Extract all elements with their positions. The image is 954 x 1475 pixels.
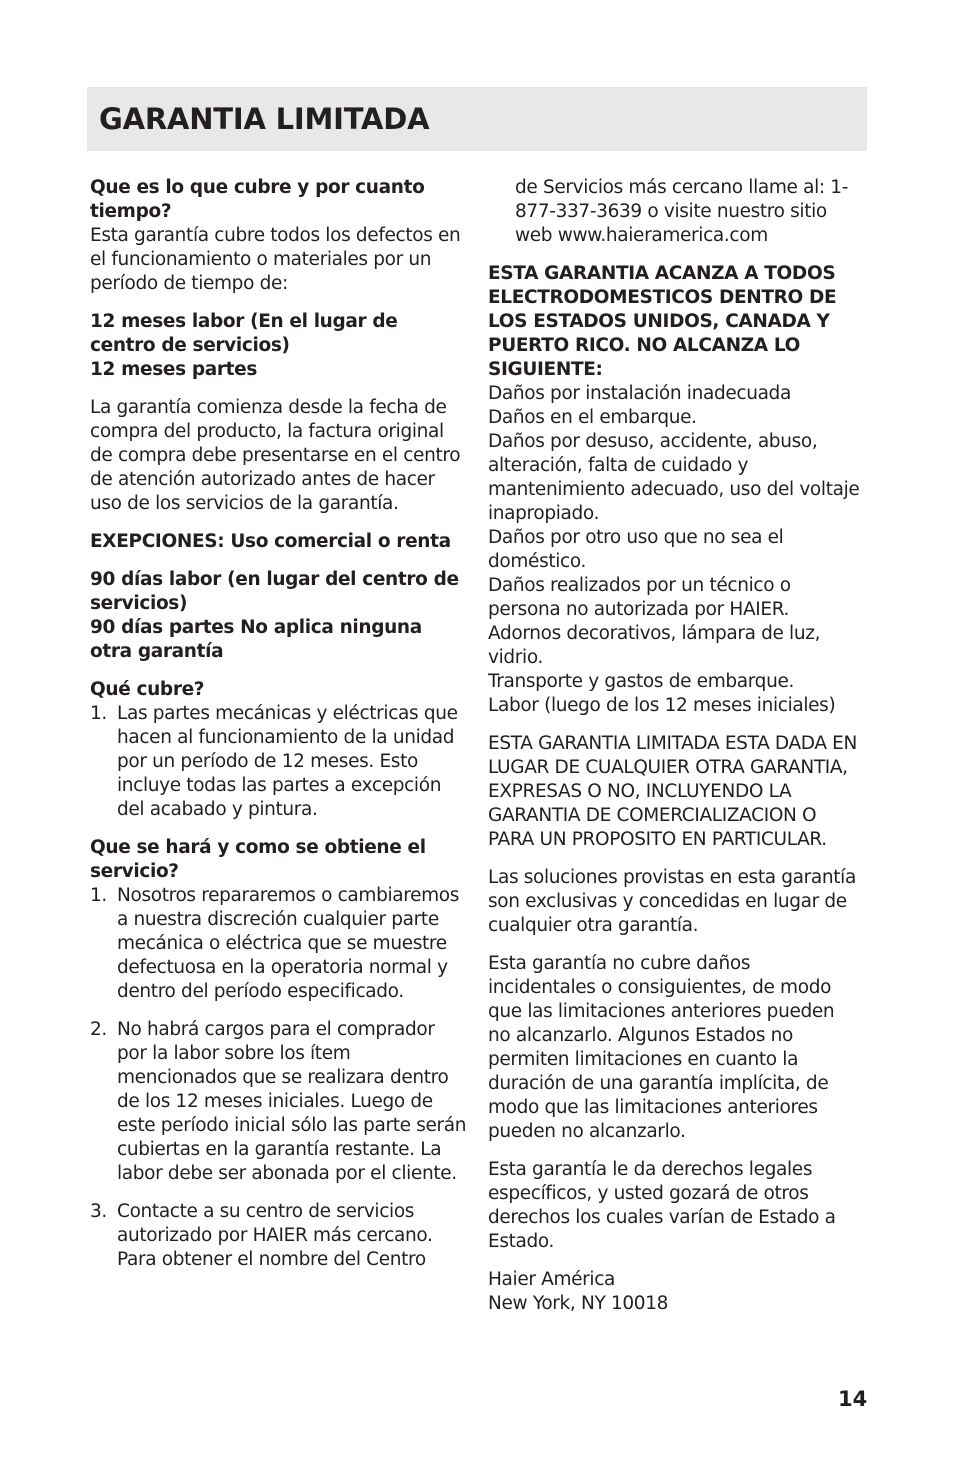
address-line: New York, NY 10018: [488, 1293, 669, 1314]
term-90-labor: 90 días labor (en lugar del centro de servicios): [90, 569, 459, 614]
exclusion-item: Daños realizados por un técnico o persona no autorizada por HAIER.: [488, 575, 791, 620]
page-number: 14: [838, 1387, 868, 1411]
rights-text: Esta garantía le da derechos legales específicos, y usted gozará de otros derechos los cuales varían de Estado a Estado.: [488, 1159, 836, 1252]
exceptions-text: EXEPCIONES: Uso comercial o renta: [90, 531, 451, 552]
solutions-text: Las soluciones provistas en esta garantía son exclusivas y concedidas en lugar de cualquier otra garantía.: [488, 867, 856, 936]
service-heading: Que se hará y como se obtiene el servicio?: [90, 837, 426, 882]
scope-heading: ESTA GARANTIA ACANZA A TODOS ELECTRODOMESTICOS DENTRO DE LOS ESTADOS UNIDOS, CANADA Y PUERTO RICO. NO ALCANZA LO SIGUIENTE:: [488, 263, 837, 380]
what-covers-heading: Qué cubre?: [90, 679, 205, 700]
limited-warranty-text: ESTA GARANTIA LIMITADA ESTA DADA EN LUGAR DE CUALQUIER OTRA GARANTIA, EXPRESAS O NO, INCLUYENDO LA GARANTIA DE COMERCIALIZACION O PARA UN PROPOSITO EN PARTICULAR.: [488, 733, 858, 850]
list-item: [90, 1018, 468, 1186]
left-column: [90, 176, 468, 1286]
exclusion-item: Daños en el embarque.: [488, 407, 697, 428]
term-12-parts: 12 meses partes: [90, 359, 258, 380]
list-number: 1.: [90, 703, 107, 724]
list-number: 2.: [90, 1019, 107, 1040]
start-text: La garantía comienza desde la fecha de compra del producto, la factura original de compra debe presentarse en el centro de atención autorizado antes de hacer uso de los servicios de la garantía.: [90, 397, 461, 514]
coverage-heading: Que es lo que cubre y por cuanto tiempo?: [90, 177, 425, 222]
coverage-text: Esta garantía cubre todos los defectos en el funcionamiento o materiales por un período de tiempo de:: [90, 225, 461, 294]
exclusion-item: Labor (luego de los 12 meses iniciales): [488, 695, 836, 716]
list-text: Las partes mecánicas y eléctricas que hacen al funcionamiento de la unidad por un período de 12 meses. Esto incluye todas las partes a excepción del acabado y pintura.: [117, 703, 458, 820]
list-text: Contacte a su centro de servicios autorizado por HAIER más cercano. Para obtener el nombre del Centro: [117, 1201, 433, 1270]
exclusion-item: Daños por otro uso que no sea el doméstico.: [488, 527, 784, 572]
list-number: 1.: [90, 885, 107, 906]
title-bar: [87, 87, 867, 151]
right-column: [488, 176, 860, 1330]
company-address: [488, 1268, 860, 1316]
list-item: [90, 1200, 468, 1272]
exclusion-item: Adornos decorativos, lámpara de luz, vidrio.: [488, 623, 821, 668]
term-block-90: [90, 568, 468, 664]
coverage-block: [90, 176, 468, 296]
list-number: 3.: [90, 1201, 107, 1222]
term-12-labor: 12 meses labor (En el lugar de centro de servicios): [90, 311, 398, 356]
term-90-parts: 90 días partes No aplica ninguna otra garantía: [90, 617, 422, 662]
exclusion-item: Transporte y gastos de embarque.: [488, 671, 795, 692]
scope-block: [488, 262, 860, 718]
term-block-12: [90, 310, 468, 382]
list-text: No habrá cargos para el comprador por la labor sobre los ítem mencionados que se realizara dentro de los 12 meses iniciales. Luego de este período inicial sólo las parte serán cubiertas en la garantía restante. La labor debe ser abonada por el cliente.: [117, 1019, 467, 1184]
list-text: Nosotros repararemos o cambiaremos a nuestra discreción cualquier parte mecánica o eléctrica que se muestre defectuosa en la operatoria normal y dentro del período especificado.: [117, 885, 460, 1002]
company-name: Haier América: [488, 1269, 616, 1290]
exclusion-item: Daños por instalación inadecuada: [488, 383, 791, 404]
incidental-text: Esta garantía no cubre daños incidentales o consiguientes, de modo que las limitaciones anteriores pueden no alcanzarlo. Algunos Estados no permiten limitaciones en cuanto la duración de una garantía implícita, de modo que las limitaciones anteriores pueden no alcanzarlo.: [488, 953, 835, 1142]
exclusion-item: Daños por desuso, accidente, abuso, alteración, falta de cuidado y mantenimiento adecuado, uso del voltaje inapropiado.: [488, 431, 860, 524]
list-item: [90, 884, 468, 1004]
page-title: GARANTIA LIMITADA: [99, 102, 430, 136]
list-item: [90, 702, 468, 822]
continued-text: de Servicios más cercano llame al: 1-877-337-3639 o visite nuestro sitio web www.haieramerica.com: [515, 177, 849, 246]
